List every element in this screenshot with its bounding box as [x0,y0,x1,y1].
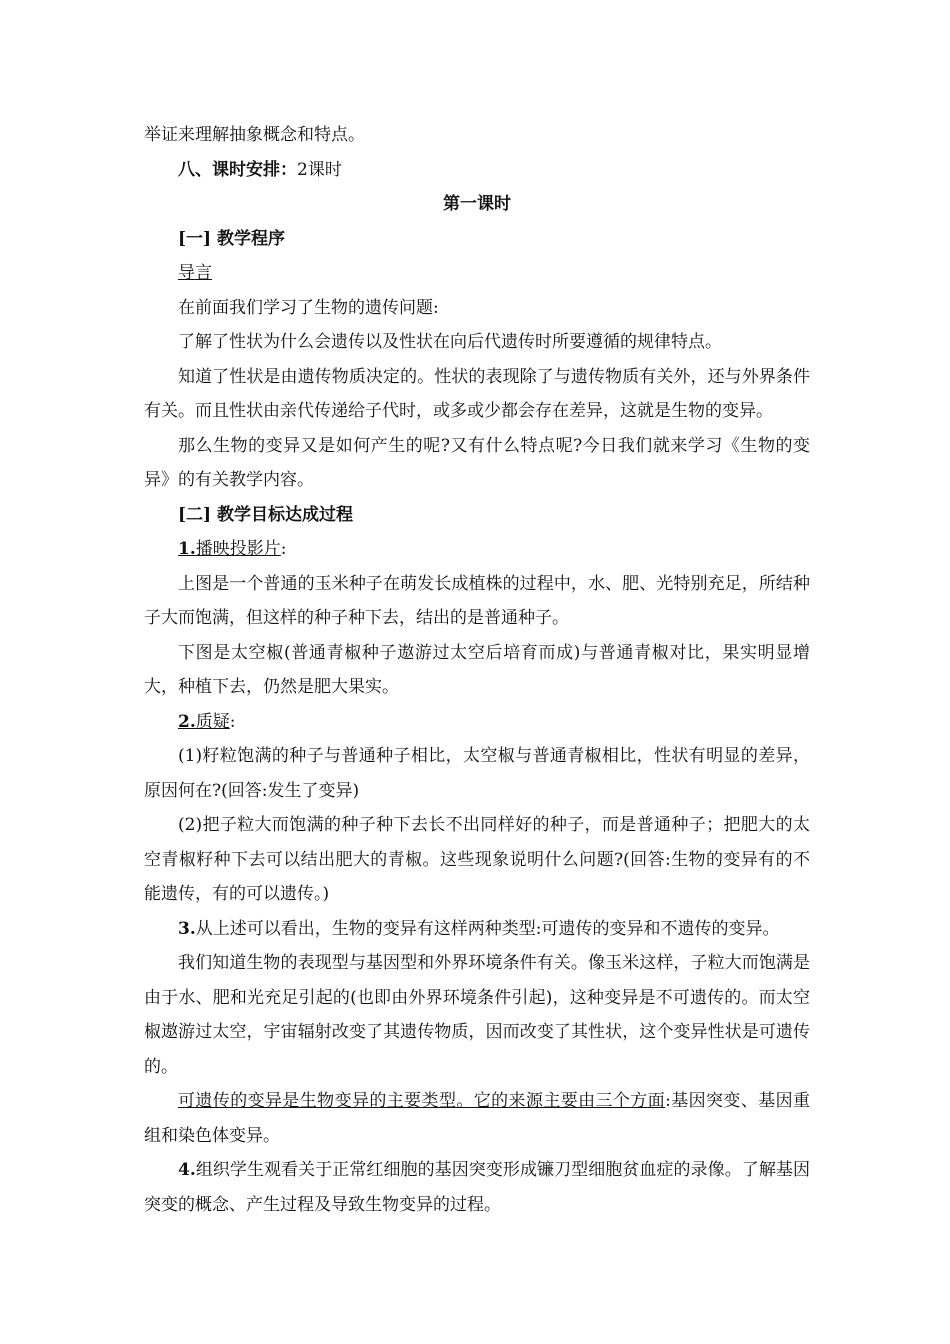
paragraph-corn-example: 上图是一个普通的玉米种子在萌发长成植株的过程中，水、肥、光特别充足，所结种子大而饱满，但这样的种子种下去，结出的是普通种子。 [144,573,810,628]
section-eight-heading: 八、课时安排： [178,159,297,180]
document-body [144,118,810,1222]
step-2-text: 质疑 [195,711,230,732]
step-1-text: 播映投影片 [195,539,281,559]
paragraph-intro-tail: 举证来理解抽象概念和特点。 [144,125,365,145]
paragraph-explanation: 我们知道生物的表现型与基因型和外界环境条件有关。像玉米这样，子粒大而饱满是由于水、肥和光充足引起的(也即由外界环境条件引起)，这种变异是不可遗传的。而太空椒遨游过太空，宇宙辐射改变了其遗传物质，因而改变了其性状，这个变异性状是可遗传的。 [144,953,810,1077]
section-eight-schedule [144,153,810,188]
step-3-paragraph [144,912,810,947]
paragraph-review-point-1: 了解了性状为什么会遗传以及性状在向后代遗传时所要遵循的规律特点。 [178,332,722,352]
section-eight-value: 2课时 [297,159,342,180]
step-2-number: 2. [178,711,196,732]
paragraph-space-pepper: 下图是太空椒(普通青椒种子遨游过太空后培育而成)与普通青椒对比，果实明显增大，种植下去，仍然是肥大果实。 [144,642,810,697]
step-3-text: 从上述可以看出，生物的变异有这样两种类型:可遗传的变异和不遗传的变异。 [195,918,780,939]
introduction-label: 导言 [178,263,212,283]
heading-objective-process: [二] 教学目标达成过程 [178,504,354,525]
step-4-paragraph [144,1153,810,1222]
paragraph-review: 在前面我们学习了生物的遗传问题: [178,297,439,318]
paragraph-review-point-2: 知道了性状是由遗传物质决定的。性状的表现除了与遗传物质有关外，还与外界条件有关。而且性状由亲代传递给子代时，或多或少都会存在差异，这就是生物的变异。 [144,366,810,421]
step-1-label [178,539,281,559]
variation-sources-underlined: 可遗传的变异是生物变异的主要类型。它的来源主要由三个方面 [178,1091,666,1111]
paragraph-variation-sources [144,1084,810,1153]
heading-teaching-procedure: [一] 教学程序 [178,228,286,249]
step-4-number: 4. [178,1160,196,1180]
question-2: (2)把子粒大而饱满的种子种下去长不出同样好的种子，而是普通种子；把肥大的太空青椒籽种下去可以结出肥大的青椒。这些现象说明什么问题?(回答:生物的变异有的不能遗传，有的可以遗传。) [144,815,810,904]
step-2-heading [144,705,810,740]
lesson-one-title: 第一课时 [443,194,511,214]
step-1-colon: : [280,539,287,559]
step-1-number: 1. [178,539,196,559]
question-1: (1)籽粒饱满的种子与普通种子相比，太空椒与普通青椒相比，性状有明显的差异，原因何在?(回答:发生了变异) [144,746,810,801]
step-1-heading [144,532,810,567]
subheading-introduction [144,256,810,291]
step-2-label [178,712,230,732]
step-4-text: 组织学生观看关于正常红细胞的基因突变形成镰刀型细胞贫血症的录像。了解基因突变的概念、产生过程及导致生物变异的过程。 [144,1160,810,1215]
step-3-number: 3. [178,918,196,939]
step-2-colon: : [229,711,236,732]
paragraph-lead-in: 那么生物的变异又是如何产生的呢?又有什么特点呢?今日我们就来学习《生物的变异》的有关教学内容。 [144,435,810,490]
variation-sources-list: :基因突变、基因重组和染色体变异。 [144,1091,811,1146]
